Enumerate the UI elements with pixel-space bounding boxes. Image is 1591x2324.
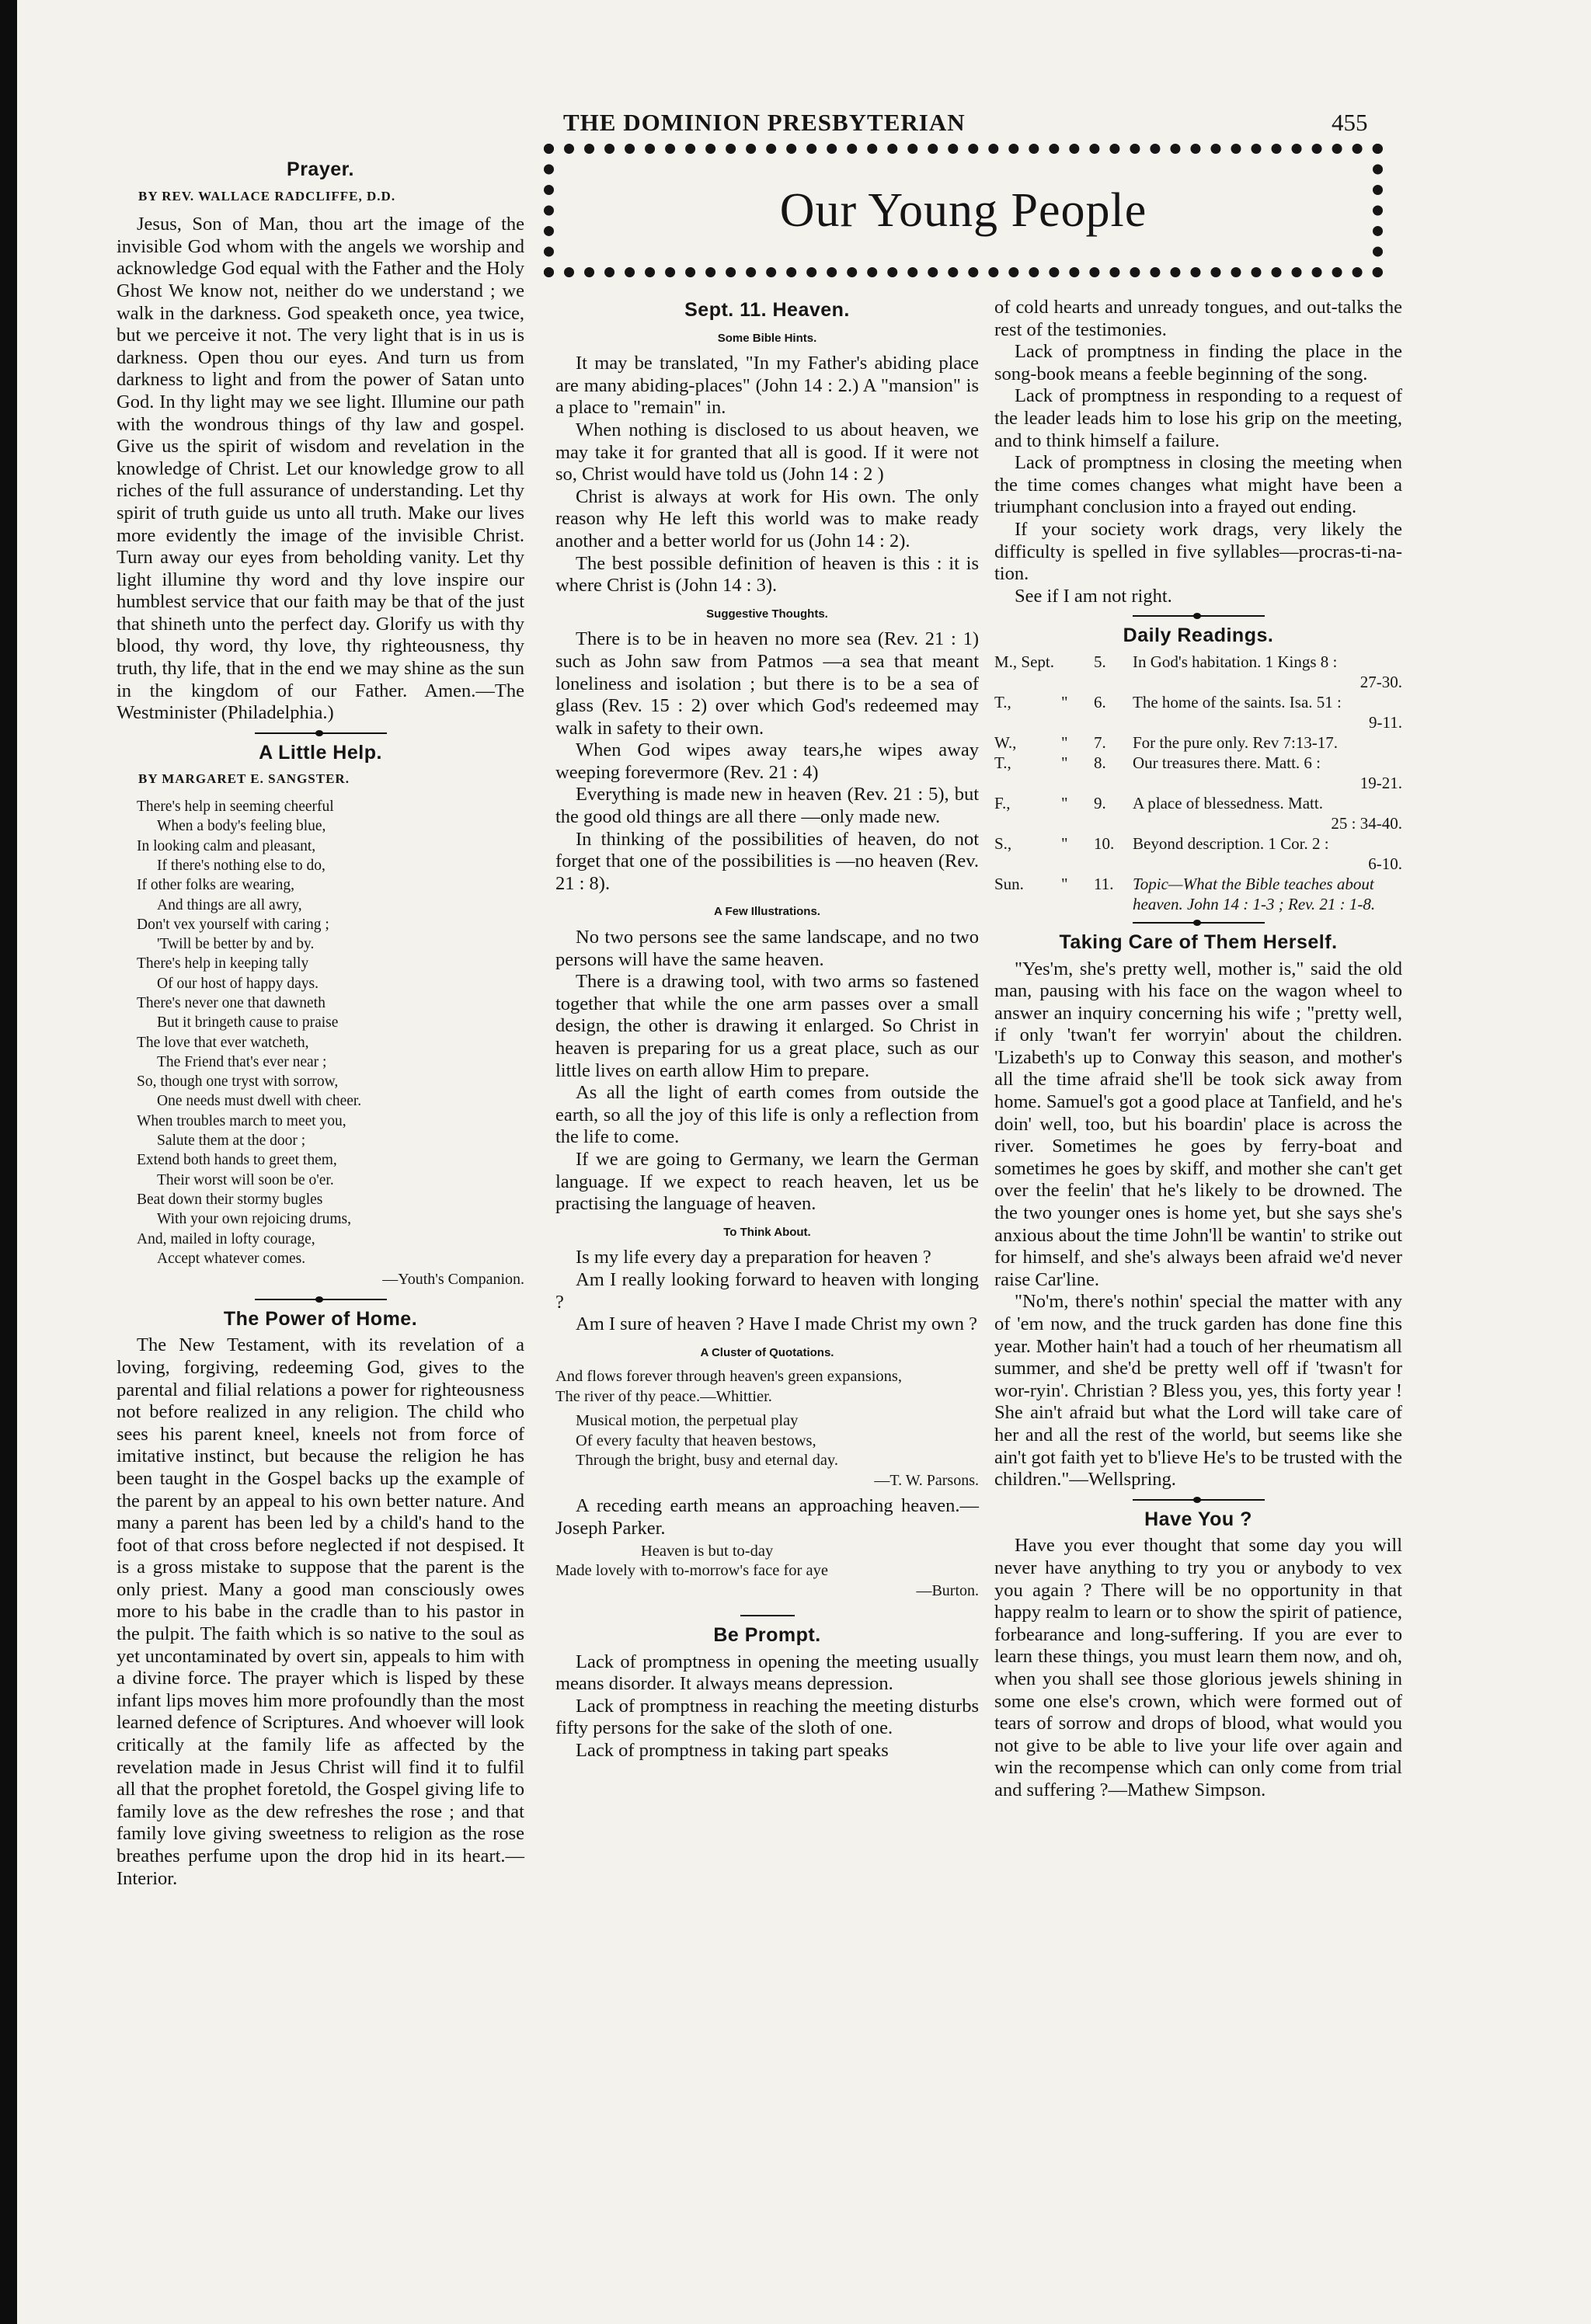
- poem-line: The Friend that's ever near ;: [157, 1053, 327, 1070]
- reading-text: The home of the saints. Isa. 51 : 9-11.: [1133, 692, 1402, 732]
- section-banner: [544, 144, 1383, 277]
- reading-day: Sun.: [994, 874, 1024, 893]
- bible-hint: Christ is always at work for His own. The only reason why He left this world was to make ready another and a better world for us (John 14 : 2).: [555, 485, 979, 551]
- suggestive-thoughts-heading: Suggestive Thoughts.: [706, 607, 828, 621]
- ditto-mark: ": [1061, 833, 1068, 853]
- reading-number: 5.: [1094, 652, 1106, 671]
- reading-text: Our treasures there. Matt. 6 : 19-21.: [1133, 753, 1402, 792]
- reading-text: Beyond description. 1 Cor. 2 : 6-10.: [1133, 833, 1402, 873]
- bible-hint: When nothing is disclosed to us about heaven, we may take it for granted that all is good. If it were not so, Christ would have told us (John 14 : 2 ): [555, 419, 979, 485]
- be-prompt-title: Be Prompt.: [713, 1624, 821, 1646]
- bible-hint: The best possible definition of heaven is this : it is where Christ is (John 14 : 3).: [555, 552, 979, 597]
- prayer-text: Jesus, Son of Man, thou art the image of the invisible God whom with the angels we worship and acknowledge God equal with the Father and the Holy Ghost We know not, neither do we understand ; we walk in the darkness. God speaketh once, yea twice, but we perceive it not. The very light that is in us is darkness. Open thou our eyes. And turn us from darkness to light and from the power of Satan unto God. In thy light may we see light. Illumine our path with the wondrous things of thy law and gospel. Give us the spirit of wisdom and revelation in the knowledge of Christ. Let our knowledge grow to all riches of the full assurance of understanding. Let thy spirit of truth guide us unto all truth. Make our lives more evidently the image of the invisible Christ. Turn away our eyes from beholding vanity. Let thy light illumine thy word and thy love inspire our humblest service that our faith may be that of the just that shineth unto the perfect day. Glorify us with thy blood, thy word, thy love, thy righteousness, thy truth, thy life, that in the end we may shine as the sun in the kingdom of our Father. Amen.—The Westminister (Philadelphia.): [117, 214, 524, 724]
- poem-line: When troubles march to meet you,: [137, 1112, 346, 1129]
- reading-number: 9.: [1094, 793, 1106, 812]
- poem-line: Beat down their stormy bugles: [137, 1191, 323, 1208]
- reading-row: [994, 833, 1402, 874]
- poem-line: When a body's feeling blue,: [157, 818, 326, 835]
- section-divider: [1133, 615, 1265, 617]
- reading-day: F.,: [994, 793, 1011, 812]
- poem-line: So, though one tryst with sorrow,: [137, 1073, 339, 1091]
- reading-row: [994, 753, 1402, 793]
- poem-line: 'Twill be better by and by.: [157, 936, 315, 953]
- poem-line: There's help in seeming cheerful: [137, 798, 334, 816]
- little-help-attribution: —Youth's Companion.: [382, 1271, 524, 1289]
- section-divider: [1133, 922, 1265, 924]
- column-3: [994, 297, 1402, 1801]
- be-prompt-paragraph: Lack of promptness in responding to a request of the leader leads him to lose his grip on the meeting, and to think himself a failure.: [994, 385, 1402, 451]
- ditto-mark: ": [1061, 692, 1068, 711]
- illustration: If we are going to Germany, we learn the German language. If we expect to reach heaven, let us be practising the language of heaven.: [555, 1148, 979, 1215]
- suggestive-thought: Everything is made new in heaven (Rev. 21 : 5), but the good old things are all there —only made new.: [555, 784, 979, 828]
- little-help-poem: [137, 797, 524, 1268]
- quote-line: The river of thy peace.—Whittier.: [555, 1387, 772, 1405]
- poem-line: The love that ever watcheth,: [137, 1034, 309, 1051]
- heaven-title: Sept. 11. Heaven.: [684, 299, 850, 321]
- quotation-whittier: [555, 1367, 979, 1407]
- daily-readings-table: [994, 652, 1402, 914]
- ditto-mark: ": [1061, 732, 1068, 752]
- have-you-text: Have you ever thought that some day you will never have anything to try you or anybody to vex you again ? There will be no opportunity in that happy realm to learn or to show the spirit of patience, forbearance and long-suffering. If you are ever to learn these things, you must learn them now, and oh, when you shall see those glorious jewels shining in some one else's crown, which were formed out of tears of sorrow and drops of blood, what would you not give to be able to live your life over again and win the recompense which can only come from trial and suffering ?—Mathew Simpson.: [994, 1535, 1402, 1800]
- poem-line: Don't vex yourself with caring ;: [137, 916, 329, 933]
- poem-line: Their worst will soon be o'er.: [157, 1171, 334, 1188]
- poem-line: There's help in keeping tally: [137, 955, 309, 972]
- be-prompt-paragraph: Lack of promptness in taking part speaks: [576, 1739, 889, 1761]
- column-1: [117, 155, 524, 1890]
- ditto-mark: ": [1061, 753, 1068, 772]
- reading-number: 11.: [1094, 874, 1114, 893]
- poem-line: In looking calm and pleasant,: [137, 837, 316, 854]
- quote-line: Heaven is but to-day: [641, 1542, 774, 1560]
- taking-care-paragraph: "Yes'm, she's pretty well, mother is," said the old man, pausing with his face on the wagon wheel to answer an inquiry concerning his wife ; "pretty well, if only 'twan't fer worryin' about the children. 'Lizabeth's up to Conway this season, and mother's all the time afraid she'll be took sick away from home. Samuel's got a good place at Tanfield, and he's doin' well, too, but his boardin' place is across the river. Sometimes he goes by ferry-boat and sometimes he goes by skiff, and mother she can't get over the feelin' that he's likely to be drowned. The the two younger ones is home yet, but she says she's anxious about the time John'll be wantin' to strike out for himself, and she's always been afraid we'd never raise Car'line.: [994, 958, 1402, 1290]
- reading-day: T.,: [994, 753, 1011, 772]
- section-divider: [1133, 1499, 1265, 1501]
- think-question: Am I really looking forward to heaven with longing ?: [555, 1268, 979, 1313]
- reading-day: W.,: [994, 732, 1017, 752]
- poem-line: There's never one that dawneth: [137, 995, 326, 1011]
- illustrations-heading: A Few Illustrations.: [714, 905, 820, 919]
- be-prompt-paragraph: Lack of promptness in reaching the meeting disturbs fifty persons for the sake of the sloth of one.: [555, 1695, 979, 1739]
- reading-number: 7.: [1094, 732, 1106, 752]
- taking-care-paragraph: "No'm, there's nothin' special the matter with any of 'em now, and the truck garden has done fine this year. Mother hain't had a touch of her rheumatism all summer, and she'd be pretty well off if 'twasn't for wor-ryin'. Christian ? Bless you, yes, this forty year ! She ain't afraid but what the Lord will take care of her and all the rest of the world, but seems like she ain't got faith yet to b'lieve He's to be trusted with the children."—Wellspring.: [994, 1291, 1402, 1491]
- reading-row: [994, 732, 1402, 753]
- poem-line: Extend both hands to greet them,: [137, 1152, 337, 1169]
- quote-attribution: —T. W. Parsons.: [874, 1471, 979, 1489]
- prayer-title: Prayer.: [287, 158, 354, 180]
- reading-text: In God's habitation. 1 Kings 8 : 27-30.: [1133, 652, 1402, 691]
- bible-hint: It may be translated, "In my Father's abiding place are many abiding-places" (John 14 : 2.) A "mansion" is a place to "remain" in.: [555, 353, 979, 419]
- poem-line: If other folks are wearing,: [137, 877, 295, 894]
- section-banner-title: Our Young People: [779, 183, 1147, 237]
- quote-line: Made lovely with to-morrow's face for aye: [555, 1562, 828, 1579]
- power-of-home-title: The Power of Home.: [223, 1307, 418, 1330]
- think-question: Is my life every day a preparation for heaven ?: [576, 1247, 931, 1268]
- quote-attribution: —Burton.: [916, 1581, 979, 1599]
- reading-row: [994, 652, 1402, 692]
- scan-edge-shadow: [0, 0, 17, 2324]
- section-divider: [740, 1615, 795, 1616]
- reading-row: [994, 692, 1402, 732]
- quotations-heading: A Cluster of Quotations.: [700, 1345, 834, 1359]
- page-number: 455: [1332, 109, 1368, 136]
- bible-hints-heading: Some Bible Hints.: [717, 331, 817, 345]
- ditto-mark: ": [1061, 874, 1068, 893]
- be-prompt-paragraph: Lack of promptness in closing the meeting when the time comes changes what might have been a triumphant conclusion into a frayed out ending.: [994, 452, 1402, 518]
- illustration: As all the light of earth comes from outside the earth, so all the joy of this life is only a reflection from the life to come.: [555, 1082, 979, 1148]
- taking-care-title: Taking Care of Them Herself.: [1059, 931, 1338, 953]
- reading-day: M., Sept.: [994, 652, 1055, 671]
- reading-number: 8.: [1094, 753, 1106, 772]
- section-divider: [255, 1299, 387, 1300]
- be-prompt-paragraph: See if I am not right.: [1015, 585, 1172, 607]
- prayer-byline: BY REV. WALLACE RADCLIFFE, D.D.: [138, 188, 396, 204]
- newspaper-title: THE DOMINION PRESBYTERIAN: [563, 109, 966, 136]
- reading-text: For the pure only. Rev 7:13-17.: [1133, 732, 1339, 752]
- ditto-mark: ": [1061, 793, 1068, 812]
- be-prompt-paragraph: If your society work drags, very likely the difficulty is spelled in five syllables—procras-ti-na-tion.: [994, 518, 1402, 585]
- reading-number: 6.: [1094, 692, 1106, 711]
- quotation-parsons: [555, 1411, 979, 1491]
- poem-line: One needs must dwell with cheer.: [157, 1093, 362, 1110]
- poem-line: But it bringeth cause to praise: [157, 1014, 339, 1032]
- quote-line: Through the bright, busy and eternal day.: [576, 1452, 838, 1470]
- poem-line: With your own rejoicing drums,: [157, 1211, 351, 1228]
- be-prompt-continued: of cold hearts and unready tongues, and out-talks the rest of the testimonies.: [994, 297, 1402, 340]
- be-prompt-paragraph: Lack of promptness in opening the meeting usually means disorder. It always means depression.: [555, 1651, 979, 1695]
- reading-text: Topic—What the Bible teaches about heaven. John 14 : 1-3 ; Rev. 21 : 1-8.: [1133, 874, 1376, 913]
- be-prompt-paragraph: Lack of promptness in finding the place in the song-book means a feeble beginning of the song.: [994, 341, 1402, 384]
- quote-line: Musical motion, the perpetual play: [576, 1412, 799, 1430]
- section-divider: [255, 732, 387, 734]
- think-about-heading: To Think About.: [723, 1225, 811, 1239]
- suggestive-thought: There is to be in heaven no more sea (Rev. 21 : 1) such as John saw from Patmos —a sea that meant loneliness and isolation ; but there is to be a sea of glass (Rev. 15 : 2) over which God's redeemed may walk in safety to their own.: [555, 628, 979, 739]
- think-question: Am I sure of heaven ? Have I made Christ my own ?: [576, 1313, 978, 1335]
- poem-line: Accept whatever comes.: [157, 1250, 306, 1267]
- poem-line: And things are all awry,: [157, 896, 302, 913]
- reading-day: S.,: [994, 833, 1012, 853]
- little-help-byline: BY MARGARET E. SANGSTER.: [138, 771, 350, 787]
- reading-row: [994, 793, 1402, 833]
- reading-text: A place of blessedness. Matt. 25 : 34-40.: [1133, 793, 1402, 833]
- poem-line: Salute them at the door ;: [157, 1132, 306, 1150]
- power-of-home-text: The New Testament, with its revelation of a loving, forgiving, redeeming God, gives to the parental and filial relations a power for righteousness not before realized in any religion. The child who sees his parent kneel, kneels not from force of imitative instinct, but because the religion he has been taught in the Gospel backs up the example of the parent by an appeal to his own better nature. And many a parent has been led by a child's hand to the foot of that cross before neglected if not despised. It is a gross mistake to suppose that the parent is the only priest. Many a good man consciously owes more to his babe in the cradle than to his pastor in the pulpit. The faith which is so native to the soul as yet uncontaminated by overt sin, appeals to him with a divine force. The prayer which is lisped by these infant lips moves him more profoundly than the most learned defence of Scriptures. And whoever will look critically at the family life as affected by the revelation made in Jesus Christ will find it to fulfil all that the prophet foretold, the Gospel giving life to family love as the dew refreshes the rose ; and that family love giving sweetness to religion as the rose breathes perfume upon the drop hid in its heart.—Interior.: [117, 1334, 524, 1889]
- poem-line: If there's nothing else to do,: [157, 857, 326, 874]
- quotation-parker: A receding earth means an approaching heaven.—Joseph Parker.: [555, 1495, 979, 1539]
- suggestive-thought: In thinking of the possibilities of heaven, do not forget that one of the possibilities is —no heaven (Rev. 21 : 8).: [555, 828, 979, 894]
- poem-line: Of our host of happy days.: [157, 975, 319, 992]
- illustration: There is a drawing tool, with two arms so fastened together that while the one arm passes over a small design, the other is drawing it enlarged. So Christ in heaven is preparing for us a great place, such as our little lives on earth allow Him to prepare.: [555, 971, 979, 1081]
- daily-readings-title: Daily Readings.: [1123, 624, 1274, 647]
- reading-day: T.,: [994, 692, 1011, 711]
- reading-number: 10.: [1094, 833, 1115, 853]
- poem-line: And, mailed in lofty courage,: [137, 1230, 315, 1247]
- quotation-burton: [555, 1542, 979, 1602]
- have-you-title: Have You ?: [1144, 1508, 1252, 1530]
- quote-line: Of every faculty that heaven bestows,: [576, 1432, 816, 1449]
- column-2: [555, 299, 979, 1762]
- illustration: No two persons see the same landscape, and no two persons will have the same heaven.: [555, 927, 979, 970]
- little-help-title: A Little Help.: [259, 741, 382, 764]
- suggestive-thought: When God wipes away tears,he wipes away weeping forevermore (Rev. 21 : 4): [555, 739, 979, 783]
- quote-line: And flows forever through heaven's green expansions,: [555, 1368, 903, 1386]
- reading-row: [994, 874, 1402, 914]
